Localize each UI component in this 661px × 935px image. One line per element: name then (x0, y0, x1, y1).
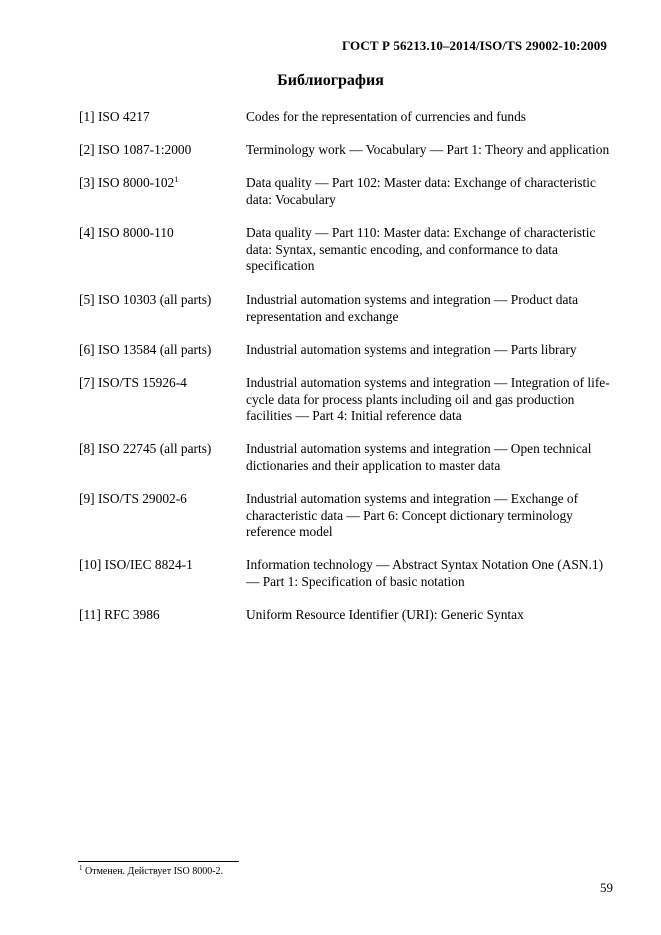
entry-description: Uniform Resource Identifier (URI): Generic Syntax (246, 607, 524, 622)
entry-reference: [2] ISO 1087-1:2000 (79, 142, 192, 157)
entry-description: Industrial automation systems and integration — Exchange of characteristic data — Part 6: Concept dictionary terminology reference model (246, 491, 579, 539)
document-header: ГОСТ Р 56213.10–2014/ISO/TS 29002-10:2009 (341, 38, 607, 53)
page-title: Библиография (277, 72, 384, 89)
entry-description: Data quality — Part 102: Master data: Exchange of characteristic data: Vocabulary (246, 175, 596, 207)
entry-description: Information technology — Abstract Syntax Notation One (ASN.1) — Part 1: Specification of basic notation (246, 557, 604, 589)
entry-reference: [9] ISO/TS 29002-6 (79, 491, 187, 506)
page-number: 59 (600, 880, 613, 895)
entry-description: Data quality — Part 110: Master data: Exchange of characteristic data: Syntax, semantic encoding, and conformance to data specification (246, 225, 596, 273)
footnote-mark: 1 (174, 175, 179, 184)
footnote-text: Отменен. Действует ISO 8000-2. (85, 866, 224, 877)
entry-reference-text: [3] ISO 8000-102 (79, 175, 175, 190)
footnote-divider (78, 861, 239, 862)
entry-description: Terminology work — Vocabulary — Part 1: Theory and application (246, 142, 610, 157)
entry-reference: [4] ISO 8000-110 (79, 225, 174, 240)
entry-description: Industrial automation systems and integration — Open technical dictionaries and their application to master data (246, 441, 592, 473)
footnote-number: 1 (79, 864, 83, 872)
entry-description: Industrial automation systems and integration — Product data representation and exchange (246, 292, 579, 324)
entry-reference: [8] ISO 22745 (all parts) (79, 441, 212, 456)
entry-reference: [11] RFC 3986 (79, 607, 160, 622)
footnote (79, 866, 223, 877)
entry-reference (79, 175, 244, 192)
entry-reference: [7] ISO/TS 15926-4 (79, 375, 187, 390)
entry-reference: [6] ISO 13584 (all parts) (79, 342, 212, 357)
entry-reference: [1] ISO 4217 (79, 109, 150, 124)
entry-reference: [10] ISO/IEC 8824-1 (79, 557, 193, 572)
entry-description: Industrial automation systems and integration — Integration of life-cycle data for process plants including oil and gas production facilities — Part 4: Initial reference data (246, 375, 610, 423)
entry-description: Industrial automation systems and integration — Parts library (246, 342, 577, 357)
entry-reference: [5] ISO 10303 (all parts) (79, 292, 212, 307)
entry-description: Codes for the representation of currencies and funds (246, 109, 526, 124)
